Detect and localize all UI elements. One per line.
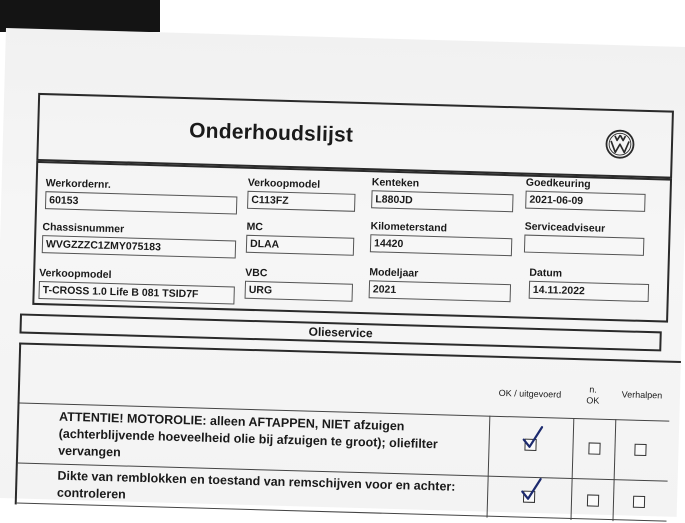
field-value: WVGZZZC1ZMY075183: [42, 235, 236, 258]
field-value: L880JD: [371, 190, 513, 212]
field-value: C113FZ: [247, 191, 355, 212]
background-edge: [0, 0, 160, 32]
checkmark-icon: [520, 425, 545, 452]
field-modeljaar: [369, 266, 512, 302]
column-divider: [487, 416, 491, 518]
column-header-verhalpen: Verhalpen: [621, 389, 663, 401]
field-value: 60153: [45, 191, 237, 214]
field-label: Kenteken: [371, 176, 420, 190]
checkmark-icon: [519, 477, 544, 504]
field-vbc: [245, 267, 354, 302]
column-header-not-ok-line1: n.: [589, 384, 598, 395]
field-label: Verkoopmodel: [247, 176, 321, 191]
field-value: 14420: [370, 234, 512, 256]
field-verkoopmodel-code: [247, 177, 356, 212]
section-title-olieservice: Olieservice: [19, 314, 661, 352]
field-value: 2021: [369, 280, 511, 302]
field-label: Datum: [529, 266, 563, 280]
field-label: Verkoopmodel: [39, 267, 112, 282]
field-label: Kilometerstand: [370, 220, 448, 235]
checkbox-verhalpen[interactable]: [633, 496, 645, 508]
field-value: DLAA: [246, 235, 354, 256]
field-label: Modeljaar: [369, 266, 419, 280]
checkbox-verhalpen[interactable]: [634, 444, 646, 456]
form-title: Onderhoudslijst: [188, 119, 354, 147]
volkswagen-logo-icon: [605, 129, 636, 160]
field-label: Chassisnummer: [42, 221, 125, 236]
column-divider: [612, 419, 616, 521]
field-werkordernr: [45, 177, 238, 214]
field-datum: [529, 267, 650, 302]
checkbox-not-ok[interactable]: [588, 442, 600, 454]
field-goedkeuring: [525, 177, 646, 212]
column-header-not-ok-line2: OK: [586, 395, 600, 406]
field-label: Serviceadviseur: [524, 220, 606, 235]
column-header-ok: OK / uitgevoerd: [498, 387, 562, 400]
checkbox-not-ok[interactable]: [587, 494, 599, 506]
task-motorolie: ATTENTIE! MOTOROLIE: alleen AFTAPPEN, NIET afzuigen (achterblijvende hoeveelheid olie bij afzuigen te groot); oliefilter vervangen: [58, 409, 438, 460]
field-mc: [246, 221, 355, 256]
field-label: Werkordernr.: [45, 177, 111, 191]
vehicle-info-panel: [32, 161, 672, 323]
column-divider: [570, 418, 574, 520]
checklist-table: [15, 342, 681, 522]
maintenance-form-sheet: [0, 28, 685, 517]
field-label: VBC: [245, 266, 268, 280]
field-label: Goedkeuring: [525, 176, 591, 191]
field-label: MC: [246, 220, 264, 234]
column-header-not-ok: [578, 384, 609, 407]
field-value: URG: [245, 281, 353, 302]
task-remblokken: Dikte van remblokken en toestand van remschijven voor en achter: controleren: [56, 468, 456, 502]
field-value: T-CROSS 1.0 Life B 081 TSID7F: [38, 281, 234, 304]
field-chassisnummer: [42, 221, 237, 258]
field-value: 2021-06-09: [525, 191, 645, 212]
field-serviceadviseur: [524, 221, 645, 256]
field-verkoopmodel-name: [38, 267, 235, 304]
field-kenteken: [371, 176, 514, 212]
field-value: [524, 235, 644, 256]
field-value: 14.11.2022: [529, 281, 649, 302]
field-kilometerstand: [370, 220, 513, 256]
